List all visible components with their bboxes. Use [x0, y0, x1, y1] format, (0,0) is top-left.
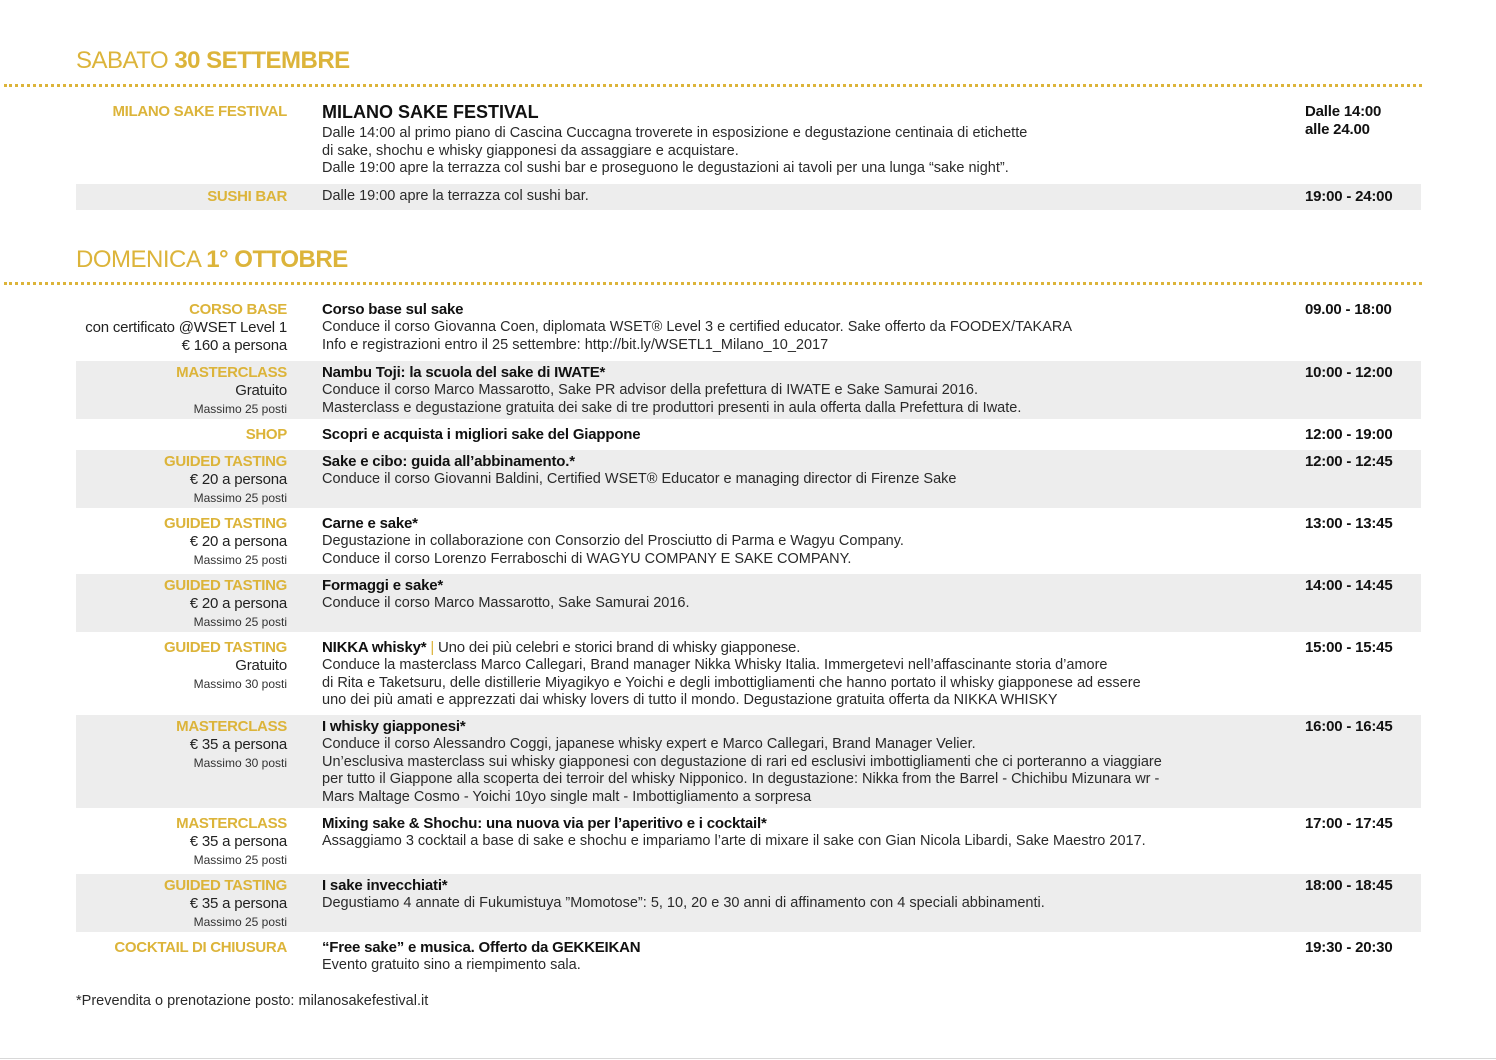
sunday-schedule	[76, 300, 1421, 982]
row-left	[76, 639, 287, 693]
category-label: SHOP	[245, 426, 287, 443]
row-left	[76, 426, 287, 444]
event-time: 18:00 - 18:45	[1305, 877, 1393, 894]
category-label: MASTERCLASS	[176, 364, 287, 381]
day-title-saturday	[76, 47, 350, 75]
event-title: Nambu Toji: la scuola del sake di IWATE*	[322, 364, 606, 381]
event-time: 12:00 - 12:45	[1305, 453, 1393, 470]
category-label: COCKTAIL DI CHIUSURA	[114, 939, 287, 956]
row-left	[76, 188, 287, 206]
event-title-bold: NIKKA whisky*	[322, 639, 427, 656]
schedule-row	[76, 423, 1421, 446]
saturday-schedule	[76, 100, 1421, 214]
schedule-row	[76, 100, 1421, 180]
event-description: Dalle 14:00 al primo piano di Cascina Cuccagna troverete in esposizione e degustazione centinaia di etichette	[322, 125, 1028, 141]
event-title: I whisky giapponesi*	[322, 718, 466, 735]
price-label: € 35 a persona	[189, 895, 287, 912]
category-label: GUIDED TASTING	[163, 639, 287, 656]
schedule-row	[76, 636, 1421, 711]
event-time: 19:30 - 20:30	[1305, 939, 1393, 956]
seats-label: Massimo 25 posti	[193, 915, 287, 929]
event-description: Dalle 19:00 apre la terrazza col sushi bar e proseguono le degustazioni ai tavoli per una lunga “sake night”.	[322, 160, 1009, 176]
event-description: Info e registrazioni entro il 25 settembre: http://bit.ly/WSETL1_Milano_10_2017	[322, 336, 829, 353]
event-description: Degustazione in collaborazione con Consorzio del Prosciutto di Parma e Wagyu Company.	[322, 533, 904, 549]
event-time: 17:00 - 17:45	[1305, 815, 1393, 832]
day-title-bold: 1° OTTOBRE	[206, 246, 348, 273]
event-description: uno dei più amati e apprezzati dai whisky lovers di tutto il mondo. Degustazione gratuita offerta da NIKKA WHISKY	[322, 692, 1058, 708]
seats-label: Massimo 25 posti	[193, 853, 287, 867]
event-description: Conduce il corso Marco Massarotto, Sake Samurai 2016.	[322, 595, 690, 611]
event-title-extra: Uno dei più celebri e storici brand di whisky giapponese.	[438, 639, 801, 656]
price-label: € 20 a persona	[189, 595, 287, 612]
category-label: SUSHI BAR	[207, 188, 287, 205]
event-description: Conduce il corso Alessandro Coggi, japanese whisky expert e Marco Callegari, Brand Manager Velier.	[322, 736, 976, 752]
page-bottom-divider	[0, 1058, 1496, 1059]
event-description: Assaggiamo 3 cocktail a base di sake e shochu e impariamo l’arte di mixare il sake con Gian Nicola Libardi, Sake Maestro 2017.	[322, 833, 1146, 849]
event-title: MILANO SAKE FESTIVAL	[322, 102, 539, 122]
event-time: 09.00 - 18:00	[1305, 301, 1392, 318]
row-left	[76, 364, 287, 418]
event-title: “Free sake” e musica. Offerto da GEKKEIKAN	[322, 939, 641, 956]
price-label: € 35 a persona	[189, 833, 287, 850]
day-title-sunday	[76, 246, 348, 274]
day-title-bold: 30 SETTEMBRE	[174, 47, 350, 74]
event-time: 19:00 - 24:00	[1305, 188, 1393, 205]
footnote: *Prevendita o prenotazione posto: milanosakefestival.it	[76, 993, 429, 1009]
price-label: € 160 a persona	[181, 337, 287, 354]
event-time: 15:00 - 15:45	[1305, 639, 1393, 656]
event-time	[1305, 103, 1415, 139]
event-time: 13:00 - 13:45	[1305, 515, 1393, 532]
price-label: Gratuito	[235, 382, 287, 399]
event-title: Formaggi e sake*	[322, 577, 444, 594]
event-description: Mars Maltage Cosmo - Yoichi 10yo single malt - Imbottigliamento a sorpresa	[322, 788, 812, 805]
time-line: Dalle 14:00	[1305, 103, 1382, 120]
schedule-row	[76, 812, 1421, 870]
row-content	[322, 188, 1282, 206]
seats-label: Massimo 25 posti	[193, 615, 287, 629]
category-label: MASTERCLASS	[176, 815, 287, 832]
schedule-row	[76, 936, 1421, 978]
row-left	[76, 718, 287, 772]
day-title-light: SABATO	[76, 47, 175, 74]
category-label: GUIDED TASTING	[163, 877, 287, 894]
seats-label: Massimo 25 posti	[193, 491, 287, 505]
row-content	[322, 877, 1282, 913]
event-title: Sake e cibo: guida all’abbinamento.*	[322, 453, 575, 470]
event-description: di sake, shochu e whisky giapponesi da assaggiare e acquistare.	[322, 142, 739, 159]
row-left	[76, 453, 287, 507]
row-content	[322, 453, 1282, 489]
category-label: CORSO BASE	[189, 301, 287, 318]
category-label: GUIDED TASTING	[163, 453, 287, 470]
row-left	[76, 877, 287, 931]
schedule-row	[76, 574, 1421, 632]
schedule-row	[76, 874, 1421, 932]
time-line: alle 24.00	[1305, 121, 1370, 138]
row-content	[322, 100, 1282, 178]
row-content	[322, 515, 1282, 568]
row-content	[322, 577, 1282, 613]
event-description: Conduce la masterclass Marco Callegari, Brand manager Nikka Whisky Italia. Immergetevi nell’affascinante storia d’amore	[322, 657, 1108, 673]
row-content	[322, 364, 1282, 417]
row-left	[76, 301, 287, 355]
price-label: con certificato @WSET Level 1	[85, 319, 287, 336]
seats-label: Massimo 30 posti	[193, 677, 287, 691]
event-title: Carne e sake*	[322, 515, 418, 532]
category-label: MILANO SAKE FESTIVAL	[112, 103, 287, 120]
category-label: GUIDED TASTING	[163, 577, 287, 594]
event-title: Corso base sul sake	[322, 301, 464, 318]
price-label: € 20 a persona	[189, 533, 287, 550]
seats-label: Massimo 25 posti	[193, 553, 287, 567]
row-content	[322, 718, 1282, 806]
dotted-divider	[4, 84, 1422, 87]
event-description: Dalle 19:00 apre la terrazza col sushi bar.	[322, 188, 589, 204]
row-content	[322, 939, 1282, 975]
event-time: 16:00 - 16:45	[1305, 718, 1393, 735]
price-label: Gratuito	[235, 657, 287, 674]
day-title-light: DOMENICA	[76, 246, 207, 273]
schedule-row	[76, 300, 1421, 357]
row-left	[76, 103, 287, 121]
category-label: GUIDED TASTING	[163, 515, 287, 532]
event-description: Masterclass e degustazione gratuita dei sake di tre produttori presenti in aula offerta dalla Prefettura di Iwate.	[322, 399, 1022, 416]
category-label: MASTERCLASS	[176, 718, 287, 735]
event-description: Conduce il corso Marco Massarotto, Sake PR advisor della prefettura di IWATE e Sake Samurai 2016.	[322, 382, 979, 398]
seats-label: Massimo 25 posti	[193, 402, 287, 416]
title-separator: |	[426, 639, 439, 656]
row-left	[76, 815, 287, 869]
schedule-row	[76, 715, 1421, 808]
row-content	[322, 639, 1282, 710]
event-time: 10:00 - 12:00	[1305, 364, 1393, 381]
event-title: Mixing sake & Shochu: una nuova via per l’aperitivo e i cocktail*	[322, 815, 767, 832]
row-left	[76, 577, 287, 631]
event-description: Conduce il corso Giovanna Coen, diplomata WSET® Level 3 e certified educator. Sake offerto da FOODEX/TAKARA	[322, 319, 1073, 335]
price-label: € 35 a persona	[189, 736, 287, 753]
event-description: Un’esclusiva masterclass sui whisky giapponesi con degustazione di rari ed esclusivi imbottigliamenti che ci porteranno a viaggiare	[322, 753, 1162, 770]
event-title: I sake invecchiati*	[322, 877, 448, 894]
event-description: Evento gratuito sino a riempimento sala.	[322, 957, 581, 973]
seats-label: Massimo 30 posti	[193, 756, 287, 770]
event-title: Scopri e acquista i migliori sake del Giappone	[322, 426, 641, 443]
event-title	[322, 639, 1282, 657]
schedule-row	[76, 512, 1421, 570]
event-description: Conduce il corso Giovanni Baldini, Certified WSET® Educator e managing director di Firenze Sake	[322, 471, 957, 487]
row-left	[76, 515, 287, 569]
price-label: € 20 a persona	[189, 471, 287, 488]
row-content	[322, 815, 1282, 851]
schedule-row	[76, 361, 1421, 419]
event-description: Degustiamo 4 annate di Fukumistuya ”Momotose”: 5, 10, 20 e 30 anni di affinamento con 4 speciali abbinamenti.	[322, 895, 1045, 911]
row-content	[322, 426, 1282, 444]
row-content	[322, 301, 1282, 354]
schedule-row	[76, 184, 1421, 210]
event-description: di Rita e Taketsuru, delle distillerie Miyagikyo e Yoichi e degli imbottigliamenti che hanno portato il whisky giapponese ad essere	[322, 674, 1141, 691]
event-time: 14:00 - 14:45	[1305, 577, 1393, 594]
event-description: per tutto il Giappone alla scoperta dei terroir del whisky Nipponico. In degustazione: Nikka from the Barrel - Chichibu Mizunara wr -	[322, 771, 1160, 787]
schedule-row	[76, 450, 1421, 508]
event-time: 12:00 - 19:00	[1305, 426, 1393, 443]
event-description: Conduce il corso Lorenzo Ferraboschi di WAGYU COMPANY E SAKE COMPANY.	[322, 550, 852, 567]
dotted-divider	[4, 282, 1422, 285]
row-left	[76, 939, 287, 957]
